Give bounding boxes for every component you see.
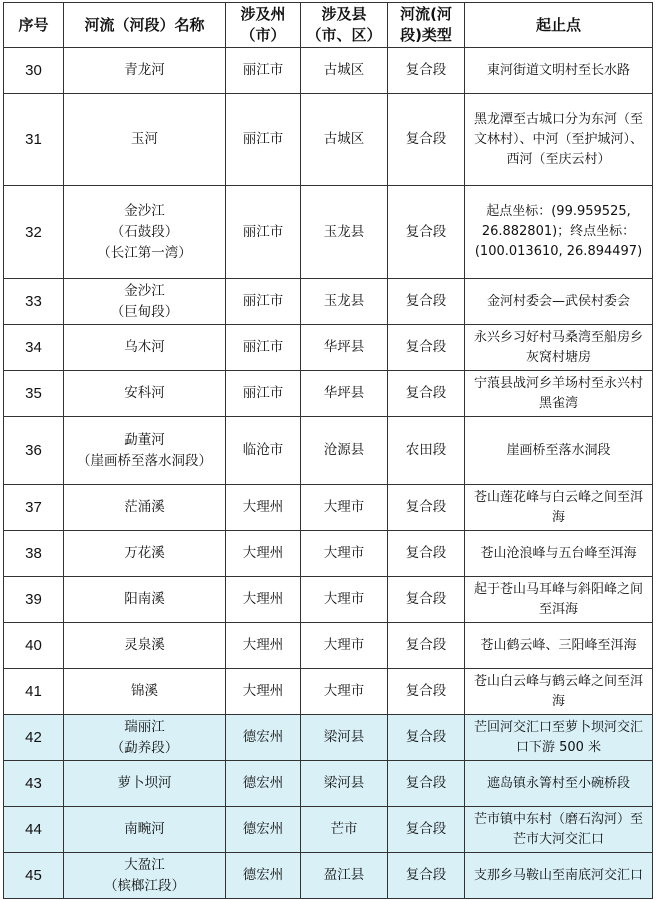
cell-start-end: 苍山沧浪峰与五台峰至洱海 [465,531,653,577]
table-header [4,3,653,48]
cell-prefecture: 德宏州 [226,715,301,761]
header-prefecture: 涉及州（市） [226,3,301,48]
cell-seq: 35 [4,371,64,417]
cell-type: 复合段 [388,669,465,715]
table-row [4,485,653,531]
cell-start-end: 永兴乡习好村马桑湾至船房乡灰窝村塘房 [465,325,653,371]
cell-river-name: 青龙河 [64,48,226,94]
cell-start-end: 東河街道文明村至长水路 [465,48,653,94]
cell-seq: 36 [4,417,64,485]
header-name: 河流（河段）名称 [64,3,226,48]
cell-prefecture: 大理州 [226,485,301,531]
table-row [4,279,653,325]
cell-start-end: 黑龙潭至古城口分为东河（至文林村）、中河（至护城河）、西河（至庆云村） [465,94,653,186]
table-body [4,48,653,899]
cell-seq: 41 [4,669,64,715]
table-row [4,669,653,715]
header-seq: 序号 [4,3,64,48]
cell-prefecture: 德宏州 [226,761,301,807]
cell-seq: 43 [4,761,64,807]
cell-river-name: 茫涌溪 [64,485,226,531]
cell-type: 复合段 [388,186,465,279]
table-row [4,531,653,577]
cell-seq: 45 [4,853,64,899]
cell-prefecture: 大理州 [226,531,301,577]
table-row [4,371,653,417]
cell-prefecture: 大理州 [226,623,301,669]
cell-seq: 32 [4,186,64,279]
cell-type: 复合段 [388,807,465,853]
cell-start-end: 苍山莲花峰与白云峰之间至洱海 [465,485,653,531]
header-type: 河流(河段)类型 [388,3,465,48]
table-row [4,325,653,371]
cell-county: 沧源县 [301,417,388,485]
cell-river-name: 阳南溪 [64,577,226,623]
cell-river-name: 乌木河 [64,325,226,371]
table-row [4,94,653,186]
cell-type: 复合段 [388,577,465,623]
cell-river-name: 灵泉溪 [64,623,226,669]
cell-county: 大理市 [301,531,388,577]
cell-start-end: 起于苍山马耳峰与斜阳峰之间至洱海 [465,577,653,623]
cell-start-end: 起点坐标：(99.959525, 26.882801)；终点坐标：(100.013610, 26.894497) [465,186,653,279]
cell-seq: 42 [4,715,64,761]
cell-type: 农田段 [388,417,465,485]
header-row [4,3,653,48]
cell-type: 复合段 [388,279,465,325]
cell-county: 大理市 [301,669,388,715]
cell-county: 大理市 [301,623,388,669]
cell-county: 梁河县 [301,715,388,761]
cell-start-end: 支那乡马鞍山至南底河交汇口 [465,853,653,899]
cell-seq: 38 [4,531,64,577]
cell-prefecture: 德宏州 [226,807,301,853]
table-row [4,761,653,807]
cell-type: 复合段 [388,371,465,417]
cell-prefecture: 临沧市 [226,417,301,485]
cell-prefecture: 大理州 [226,577,301,623]
cell-prefecture: 丽江市 [226,94,301,186]
cell-county: 玉龙县 [301,186,388,279]
cell-seq: 37 [4,485,64,531]
cell-prefecture: 大理州 [226,669,301,715]
cell-type: 复合段 [388,715,465,761]
cell-prefecture: 德宏州 [226,853,301,899]
cell-start-end: 崖画桥至落水洞段 [465,417,653,485]
table-row [4,807,653,853]
cell-county: 古城区 [301,94,388,186]
cell-prefecture: 丽江市 [226,186,301,279]
cell-start-end: 苍山鹤云峰、三阳峰至洱海 [465,623,653,669]
cell-seq: 34 [4,325,64,371]
header-range: 起止点 [465,3,653,48]
table-row [4,715,653,761]
table-row [4,853,653,899]
table-row [4,417,653,485]
cell-seq: 31 [4,94,64,186]
cell-type: 复合段 [388,48,465,94]
cell-county: 芒市 [301,807,388,853]
cell-county: 华坪县 [301,325,388,371]
cell-county: 玉龙县 [301,279,388,325]
cell-county: 大理市 [301,577,388,623]
cell-county: 华坪县 [301,371,388,417]
cell-river-name: 金沙江 （巨甸段） [64,279,226,325]
cell-start-end: 芒回河交汇口至萝卜坝河交汇口下游 500 米 [465,715,653,761]
cell-prefecture: 丽江市 [226,325,301,371]
cell-county: 大理市 [301,485,388,531]
cell-type: 复合段 [388,94,465,186]
cell-river-name: 勐董河 （崖画桥至落水洞段） [64,417,226,485]
cell-river-name: 玉河 [64,94,226,186]
cell-type: 复合段 [388,531,465,577]
cell-seq: 40 [4,623,64,669]
cell-river-name: 金沙江 （石鼓段） （长江第一湾） [64,186,226,279]
cell-prefecture: 丽江市 [226,48,301,94]
cell-seq: 39 [4,577,64,623]
cell-seq: 44 [4,807,64,853]
cell-river-name: 萝卜坝河 [64,761,226,807]
cell-start-end: 宁蒗县战河乡羊场村至永兴村黑雀湾 [465,371,653,417]
cell-county: 古城区 [301,48,388,94]
cell-start-end: 苍山白云峰与鹤云峰之间至洱海 [465,669,653,715]
cell-type: 复合段 [388,325,465,371]
cell-river-name: 瑞丽江 （勐养段） [64,715,226,761]
cell-start-end: 金河村委会—武侯村委会 [465,279,653,325]
cell-county: 盈江县 [301,853,388,899]
cell-prefecture: 丽江市 [226,371,301,417]
cell-type: 复合段 [388,853,465,899]
table-row [4,48,653,94]
cell-prefecture: 丽江市 [226,279,301,325]
cell-county: 梁河县 [301,761,388,807]
cell-seq: 30 [4,48,64,94]
cell-river-name: 安科河 [64,371,226,417]
cell-river-name: 南畹河 [64,807,226,853]
cell-start-end: 遮岛镇永箐村至小碗桥段 [465,761,653,807]
table-row [4,577,653,623]
cell-type: 复合段 [388,485,465,531]
header-county: 涉及县（市、区） [301,3,388,48]
cell-type: 复合段 [388,761,465,807]
table-row [4,623,653,669]
cell-start-end: 芒市镇中东村（磨石沟河）至芒市大河交汇口 [465,807,653,853]
cell-river-name: 大盈江 （槟榔江段） [64,853,226,899]
cell-river-name: 万花溪 [64,531,226,577]
cell-river-name: 锦溪 [64,669,226,715]
cell-seq: 33 [4,279,64,325]
cell-type: 复合段 [388,623,465,669]
river-table [3,2,653,899]
table-row [4,186,653,279]
